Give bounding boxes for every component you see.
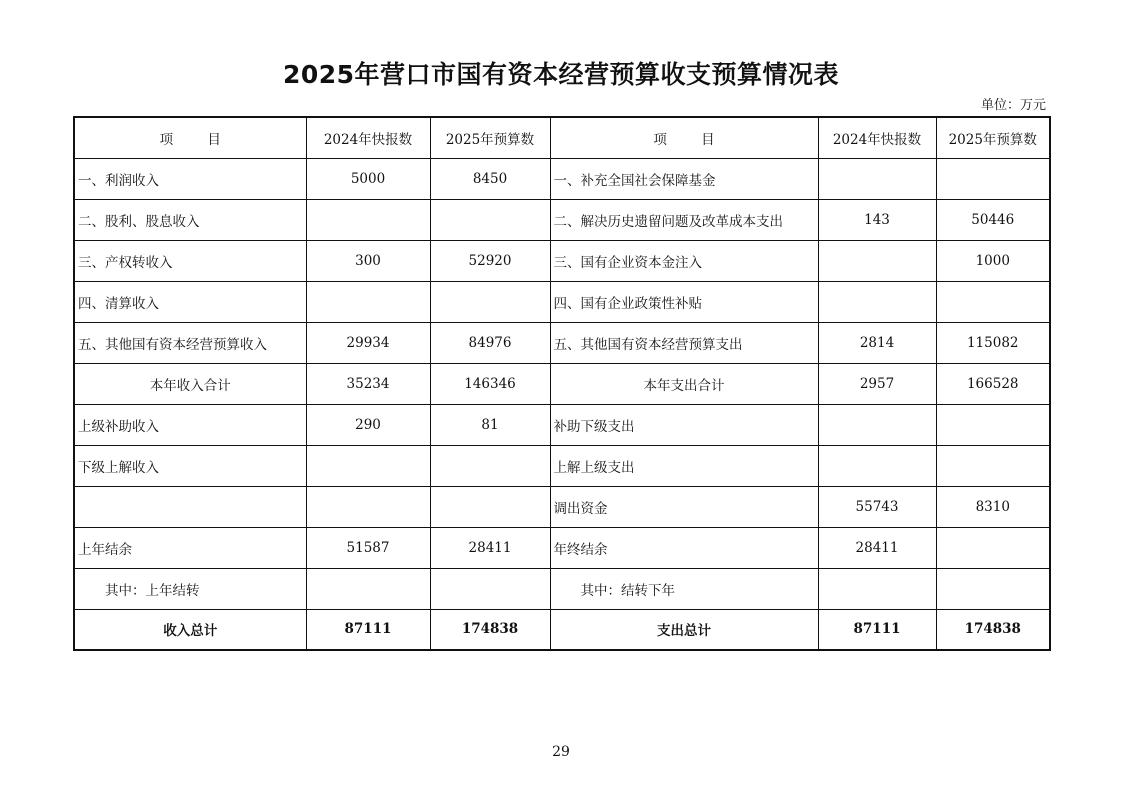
income-2024	[306, 445, 430, 486]
income-2024	[306, 568, 430, 609]
table-row	[74, 404, 1050, 445]
expense-2025	[936, 568, 1050, 609]
income-2024: 51587	[306, 527, 430, 568]
income-2024	[306, 281, 430, 322]
expense-item: 三、国有企业资本金注入	[550, 240, 818, 281]
income-total-label: 收入总计	[74, 609, 306, 650]
header-expense-2024: 2024年快报数	[818, 117, 936, 158]
income-2024: 35234	[306, 363, 430, 404]
income-2025: 81	[430, 404, 550, 445]
income-item: 一、利润收入	[74, 158, 306, 199]
table-row	[74, 240, 1050, 281]
income-2025: 146346	[430, 363, 550, 404]
income-2025	[430, 568, 550, 609]
expense-2025	[936, 445, 1050, 486]
expense-2025	[936, 158, 1050, 199]
income-item: 五、其他国有资本经营预算收入	[74, 322, 306, 363]
total-row	[74, 609, 1050, 650]
expense-item: 上解上级支出	[550, 445, 818, 486]
table-row	[74, 199, 1050, 240]
table-row	[74, 568, 1050, 609]
header-income-2024: 2024年快报数	[306, 117, 430, 158]
expense-2025	[936, 527, 1050, 568]
income-total-2025: 174838	[430, 609, 550, 650]
expense-2024	[818, 281, 936, 322]
budget-table	[73, 116, 1051, 651]
income-2025	[430, 445, 550, 486]
expense-item: 五、其他国有资本经营预算支出	[550, 322, 818, 363]
expense-2025: 8310	[936, 486, 1050, 527]
expense-2024: 2814	[818, 322, 936, 363]
income-2025	[430, 281, 550, 322]
income-2024	[306, 199, 430, 240]
income-item: 四、清算收入	[74, 281, 306, 322]
income-2024: 290	[306, 404, 430, 445]
expense-2025	[936, 404, 1050, 445]
income-2024: 5000	[306, 158, 430, 199]
header-income-2025: 2025年预算数	[430, 117, 550, 158]
page-title: 2025年营口市国有资本经营预算收支预算情况表	[282, 60, 840, 89]
expense-item: 一、补充全国社会保障基金	[550, 158, 818, 199]
table-row	[74, 445, 1050, 486]
income-item: 下级上解收入	[74, 445, 306, 486]
expense-2024: 143	[818, 199, 936, 240]
table-row	[74, 158, 1050, 199]
header-row	[74, 117, 1050, 158]
income-2024: 29934	[306, 322, 430, 363]
income-item	[74, 486, 306, 527]
expense-item: 补助下级支出	[550, 404, 818, 445]
income-2025: 8450	[430, 158, 550, 199]
expense-2025: 115082	[936, 322, 1050, 363]
table-row	[74, 322, 1050, 363]
header-expense-item: 项 目	[550, 117, 818, 158]
table-row	[74, 527, 1050, 568]
income-item: 上级补助收入	[74, 404, 306, 445]
expense-2025: 50446	[936, 199, 1050, 240]
income-2025	[430, 199, 550, 240]
income-item: 二、股利、股息收入	[74, 199, 306, 240]
page-number: 29	[552, 744, 570, 760]
expense-item: 其中：结转下年	[550, 568, 818, 609]
income-item: 三、产权转收入	[74, 240, 306, 281]
expense-total-2025: 174838	[936, 609, 1050, 650]
income-total-2024: 87111	[306, 609, 430, 650]
expense-subtotal-label: 本年支出合计	[550, 363, 818, 404]
expense-item: 二、解决历史遗留问题及改革成本支出	[550, 199, 818, 240]
expense-item: 调出资金	[550, 486, 818, 527]
expense-2024	[818, 240, 936, 281]
expense-item: 四、国有企业政策性补贴	[550, 281, 818, 322]
expense-total-label: 支出总计	[550, 609, 818, 650]
income-subtotal-label: 本年收入合计	[74, 363, 306, 404]
header-expense-2025: 2025年预算数	[936, 117, 1050, 158]
unit-label: 单位：万元	[980, 98, 1046, 113]
income-2025: 84976	[430, 322, 550, 363]
table-row	[74, 281, 1050, 322]
income-item: 其中：上年结转	[74, 568, 306, 609]
expense-total-2024: 87111	[818, 609, 936, 650]
expense-2024: 55743	[818, 486, 936, 527]
table-row	[74, 486, 1050, 527]
header-income-item: 项 目	[74, 117, 306, 158]
income-2025: 52920	[430, 240, 550, 281]
income-2024	[306, 486, 430, 527]
income-2025	[430, 486, 550, 527]
income-2024: 300	[306, 240, 430, 281]
expense-2024: 28411	[818, 527, 936, 568]
expense-2025	[936, 281, 1050, 322]
expense-2024	[818, 158, 936, 199]
expense-2025: 1000	[936, 240, 1050, 281]
expense-item: 年终结余	[550, 527, 818, 568]
expense-2024	[818, 404, 936, 445]
subtotal-row	[74, 363, 1050, 404]
expense-2024	[818, 445, 936, 486]
expense-2025: 166528	[936, 363, 1050, 404]
expense-2024: 2957	[818, 363, 936, 404]
expense-2024	[818, 568, 936, 609]
income-item: 上年结余	[74, 527, 306, 568]
income-2025: 28411	[430, 527, 550, 568]
